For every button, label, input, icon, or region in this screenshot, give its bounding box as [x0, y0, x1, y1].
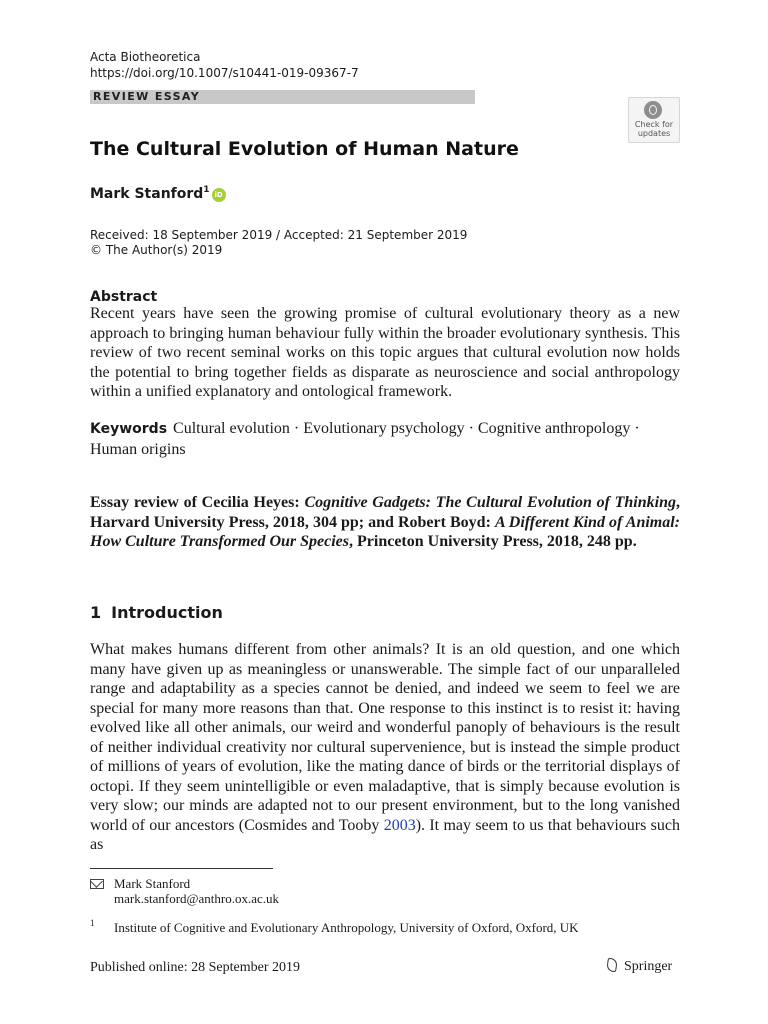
- footnote-divider: [90, 868, 273, 869]
- article-title: The Cultural Evolution of Human Nature: [90, 138, 519, 160]
- body-text: ). It may seem to us that behaviours such as: [90, 816, 681, 853]
- publisher-logo: [606, 958, 672, 976]
- essay-review-text: , Princeton University Press, 2018, 248 pp.: [349, 533, 637, 550]
- check-for-updates-badge[interactable]: [628, 97, 680, 143]
- springer-horse-icon: [606, 958, 619, 971]
- body-text: What makes humans different from other animals? It is an old question, and one which many have given up as meaningless or unanswerable. The simple fact of our unparalleled range and adaptability as a species cannot be denied, and indeed we seem to feel we are special for many more reasons than that. One response to this instinct is to resist it: having evolved like all other animals, our weird and wonderful panoply of behaviours is the result of neither individual creativity nor cultural supervenience, but is instead the simple product of millions of years of evolution, like the mating dance of birds or the territorial displays of octopi. If they seem unintelligible or even maladaptive, that is simply because evolution is very slow; our minds are adapted not to our present environment, but to the long vanished world of our ancestors (Cosmides and Tooby: [90, 641, 680, 834]
- orcid-icon[interactable]: iD: [212, 188, 226, 202]
- keywords-block: [90, 419, 680, 459]
- abstract-text: Recent years have seen the growing promise of cultural evolutionary theory as a new approach to bringing human behaviour fully within the broader evolutionary synthesis. This review of two recent seminal works on this topic argues that cultural evolution now holds the potential to bring together fields as disparate as neuroscience and social anthropology within a unified explanatory and ontological framework.: [90, 305, 680, 400]
- keywords-list: Cultural evolution · Evolutionary psychology · Cognitive anthropology · Human origins: [90, 420, 640, 458]
- bookmark-icon: [644, 101, 662, 119]
- abstract-heading: Abstract: [90, 289, 158, 305]
- doi-link[interactable]: https://doi.org/10.1007/s10441-019-09367-7: [90, 66, 359, 80]
- section-heading-introduction: [90, 603, 223, 623]
- author-name[interactable]: Mark Stanford: [90, 186, 204, 202]
- essay-review-statement: [90, 493, 680, 552]
- book-title-boyd: A Different Kind of Animal: How Culture Transformed Our Species: [90, 513, 681, 550]
- keywords-heading: Keywords: [90, 421, 168, 437]
- section-number: 1: [90, 603, 102, 622]
- introduction-paragraph: [90, 640, 680, 855]
- author-line: [90, 184, 226, 206]
- corresponding-author-name: Mark Stanford: [114, 876, 191, 891]
- corresponding-author-email[interactable]: mark.stanford@anthro.ox.ac.uk: [114, 891, 280, 906]
- journal-name: Acta Biotheoretica: [90, 50, 201, 64]
- publisher-name: Springer: [624, 959, 673, 974]
- citation-link[interactable]: 2003: [383, 816, 416, 834]
- section-label: REVIEW ESSAY: [93, 90, 201, 103]
- section-title: Introduction: [111, 603, 223, 622]
- author-affiliation-mark: 1: [203, 185, 210, 195]
- affiliation-number: 1: [90, 918, 95, 928]
- book-title-heyes: Cognitive Gadgets: The Cultural Evolution of Thinking: [304, 494, 676, 511]
- received-dates: Received: 18 September 2019 / Accepted: 21 September 2019: [90, 228, 468, 242]
- check-updates-label: Check for updates: [634, 120, 674, 138]
- copyright-notice: © The Author(s) 2019: [90, 243, 223, 257]
- affiliation-text: Institute of Cognitive and Evolutionary Anthropology, University of Oxford, Oxford, UK: [114, 920, 579, 935]
- published-online-date: Published online: 28 September 2019: [90, 960, 300, 975]
- section-banner: [90, 90, 475, 104]
- envelope-icon: [90, 879, 104, 889]
- essay-review-text: Essay review of Cecilia Heyes:: [90, 494, 305, 511]
- essay-review-text: , Harvard University Press, 2018, 304 pp; and Robert Boyd:: [90, 494, 680, 531]
